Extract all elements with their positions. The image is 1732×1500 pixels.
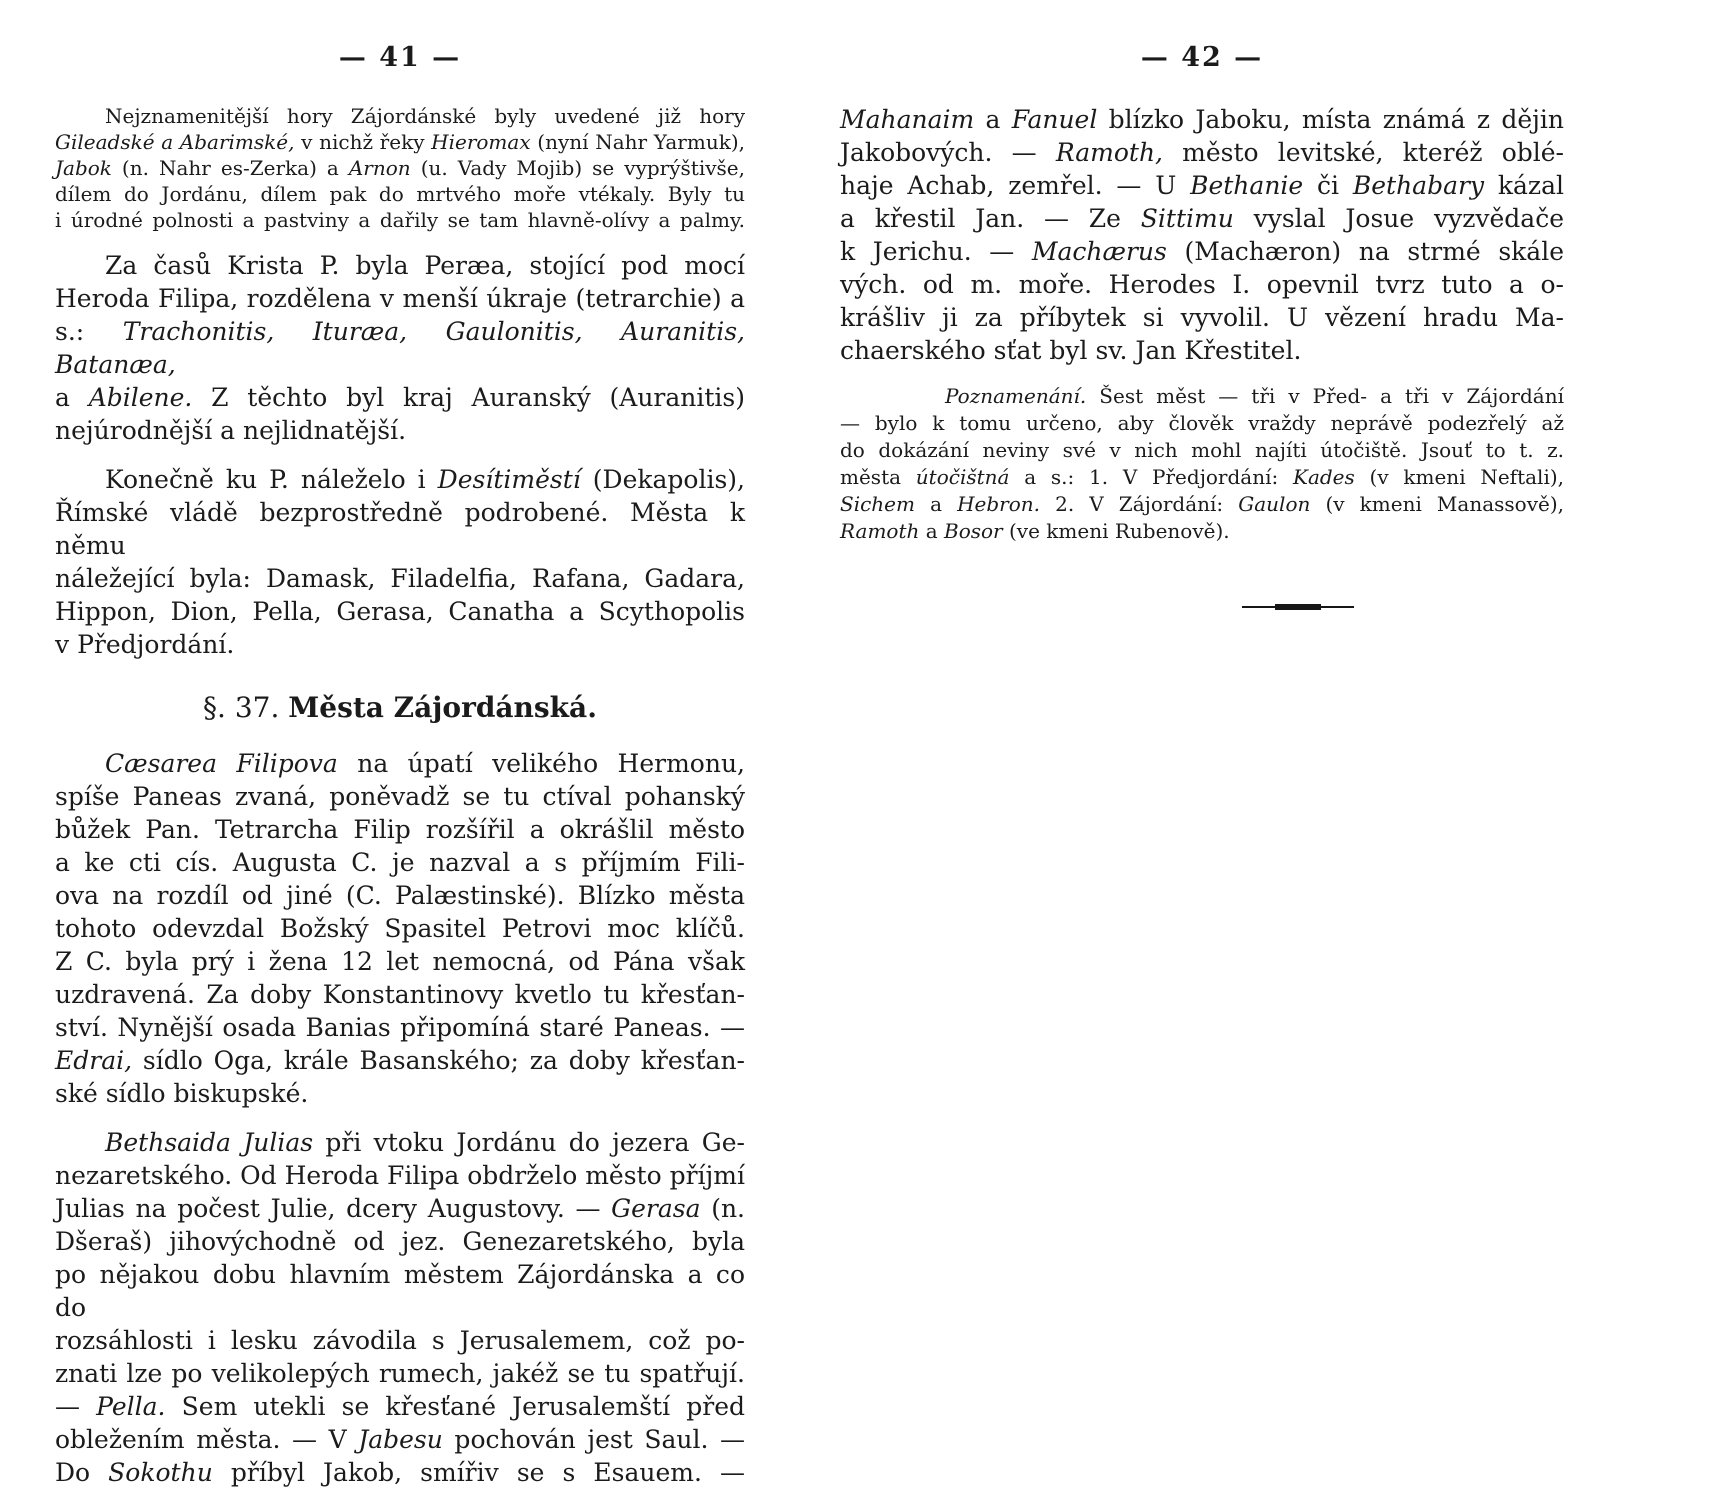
paragraph bbox=[55, 463, 745, 661]
text-line: uzdravená. Za doby Konstantinovy kvetlo tu křesťan- bbox=[55, 980, 745, 1009]
text-line: s.: Trachonitis, Ituræa, Gaulonitis, Auranitis, Batanæa, bbox=[55, 317, 745, 379]
text-line: a ke cti cís. Augusta C. je nazval a s příjmím Fili- bbox=[55, 848, 745, 877]
text-line: nejúrodnější a nejlidnatější. bbox=[55, 416, 407, 445]
text-line: Konečně ku P. náleželo i Desítiměstí (Dekapolis), bbox=[105, 465, 745, 494]
text-line: haje Achab, zemřel. — U Bethanie či Bethabary kázal bbox=[840, 171, 1565, 200]
paragraph bbox=[840, 103, 1564, 367]
text-line: náležející byla: Damask, Filadelfia, Rafana, Gadara, bbox=[55, 564, 745, 593]
text-line: spíše Paneas zvaná, poněvadž se tu ctíval pohanský bbox=[55, 782, 745, 811]
paragraph bbox=[55, 747, 745, 1110]
text-line: Heroda Filipa, rozdělena v menší úkraje (tetrarchie) a bbox=[55, 284, 745, 313]
text-line: ova na rozdíl od jiné (C. Palæstinské). Blízko města bbox=[55, 881, 745, 910]
text-line: Za časů Krista P. byla Peræa, stojící pod mocí bbox=[105, 251, 745, 280]
text-line: dílem do Jordánu, dílem pak do mrtvého moře vtékaly. Byly tu bbox=[55, 182, 745, 206]
page-content bbox=[55, 103, 745, 1489]
text-line: §. 37. Města Zájordánská. bbox=[203, 691, 597, 724]
text-line: ské sídlo biskupské. bbox=[55, 1079, 309, 1108]
text-line: a křestil Jan. — Ze Sittimu vyslal Josue vyzvědače bbox=[840, 204, 1565, 233]
text-line: Poznamenání. Šest měst — tři v Před- a tři v Zájordání bbox=[945, 384, 1564, 408]
text-line: Jabok (n. Nahr es-Zerka) a Arnon (u. Vady Mojib) se vyprýštivše, bbox=[55, 156, 745, 180]
text-line: Sichem a Hebron. 2. V Zájordání: Gaulon (v kmeni Manassově), bbox=[840, 492, 1565, 516]
text-line: Z C. byla prý i žena 12 let nemocná, od Pána však bbox=[55, 947, 745, 976]
text-line: Do Sokothu příbyl Jakob, smířiv se s Esauem. — bbox=[55, 1458, 745, 1487]
text-line: — bylo k tomu určeno, aby člověk vraždy neprávě podezřelý až bbox=[840, 411, 1564, 435]
text-line: Cæsarea Filipova na úpatí velikého Hermonu, bbox=[105, 749, 745, 778]
text-line: i úrodné polnosti a pastviny a dařily se tam hlavně-olívy a palmy. bbox=[55, 208, 745, 232]
text-line: k Jerichu. — Machærus (Machæron) na strmé skále bbox=[840, 237, 1564, 266]
text-line: Jakobových. — Ramoth, město levitské, kteréž oblé- bbox=[840, 138, 1565, 167]
text-line: chaerského sťat byl sv. Jan Křestitel. bbox=[840, 336, 1302, 365]
paragraph bbox=[55, 103, 745, 233]
paragraph bbox=[55, 249, 745, 447]
text-line: obležením města. — V Jabesu pochován jest Saul. — bbox=[55, 1425, 745, 1454]
text-line: — Pella. Sem utekli se křesťané Jerusalemští před bbox=[55, 1392, 746, 1421]
page-41 bbox=[55, 0, 745, 1489]
page-42 bbox=[840, 0, 1564, 611]
text-line: Hippon, Dion, Pella, Gerasa, Canatha a Scythopolis bbox=[55, 597, 745, 626]
text-line: Edrai, sídlo Oga, krále Basanského; za doby křesťan- bbox=[55, 1046, 745, 1075]
paragraph bbox=[55, 1126, 745, 1489]
page-number-header: — 41 — bbox=[338, 42, 462, 73]
page-content bbox=[840, 103, 1564, 611]
text-line: Mahanaim a Fanuel blízko Jaboku, místa známá z dějin bbox=[840, 105, 1564, 134]
text-line: Gileadské a Abarimské, v nichž řeky Hieromax (nyní Nahr Yarmuk), bbox=[55, 130, 745, 154]
text-line: Dšeraš) jihovýchodně od jez. Genezaretského, byla bbox=[55, 1227, 745, 1256]
text-line: Julias na počest Julie, dcery Augustovy. — Gerasa (n. bbox=[55, 1194, 745, 1223]
text-line: tohoto odevzdal Božský Spasitel Petrovi moc klíčů. bbox=[55, 914, 745, 943]
text-line: do dokázání neviny své v nich mohl najíti útočiště. Jsouť to t. z. bbox=[840, 438, 1564, 462]
text-line: a Abilene. Z těchto byl kraj Auranský (Auranitis) bbox=[55, 383, 746, 412]
text-line: rozsáhlosti i lesku závodila s Jerusalemem, což po- bbox=[55, 1326, 745, 1355]
text-line: Bethsaida Julias při vtoku Jordánu do jezera Ge- bbox=[105, 1128, 746, 1157]
text-line: v Předjordání. bbox=[55, 630, 235, 659]
text-line: bůžek Pan. Tetrarcha Filip rozšířil a okrášlil město bbox=[55, 815, 745, 844]
text-line: po nějakou dobu hlavním městem Zájordánska a co do bbox=[55, 1260, 745, 1322]
text-line: ství. Nynější osada Banias připomíná staré Paneas. — bbox=[55, 1013, 745, 1042]
text-line: Ramoth a Bosor (ve kmeni Rubenově). bbox=[840, 519, 1230, 543]
note-paragraph bbox=[840, 383, 1564, 545]
text-line: Římské vládě bezprostředně podrobené. Města k němu bbox=[55, 498, 745, 560]
text-line: vých. od m. moře. Herodes I. opevnil tvrz tuto a o- bbox=[840, 270, 1564, 299]
text-line: Nejznamenitější hory Zájordánské byly uvedené již hory bbox=[105, 104, 745, 128]
text-line: znati lze po velikolepých rumech, jakéž se tu spatřují. bbox=[55, 1359, 745, 1388]
section-divider bbox=[1242, 603, 1354, 611]
text-line: krášliv ji za příbytek si vyvolil. U vězení hradu Ma- bbox=[840, 303, 1564, 332]
text-line: nezaretského. Od Heroda Filipa obdrželo město příjmí bbox=[55, 1161, 745, 1190]
section-heading bbox=[55, 691, 745, 725]
text-line: města útočištná a s.: 1. V Předjordání: Kades (v kmeni Neftali), bbox=[840, 465, 1564, 489]
page-number-header: — 42 — bbox=[1140, 42, 1264, 73]
